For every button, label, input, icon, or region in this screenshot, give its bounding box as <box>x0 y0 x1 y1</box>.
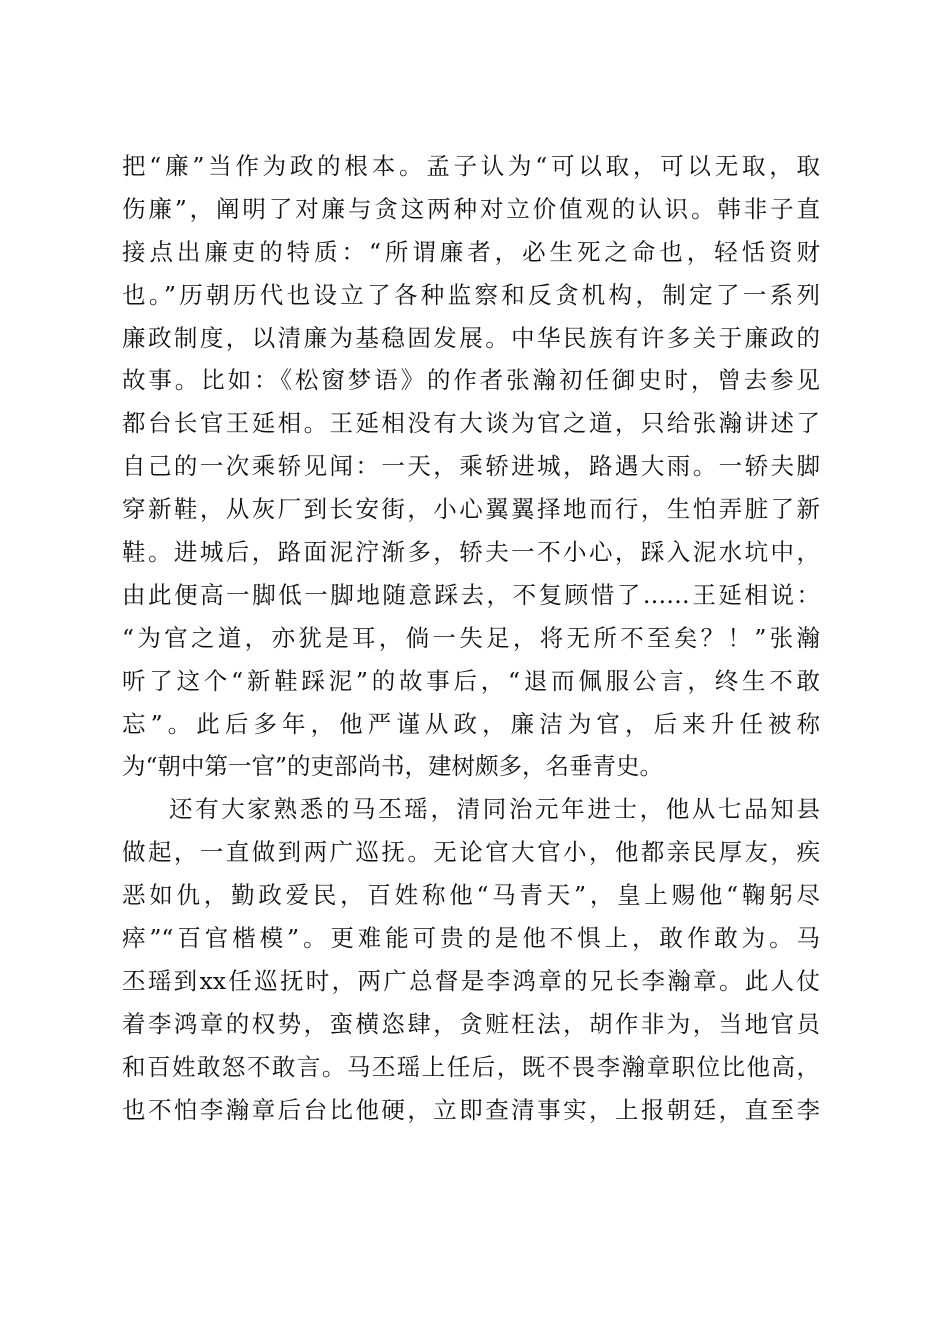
text-line: 丕瑶到xx任巡抚时，两广总督是李鸿章的兄长李瀚章。此人仗 <box>122 966 820 995</box>
text-line: 都台长官王延相。王延相没有大谈为官之道，只给张瀚讲述了 <box>122 409 820 438</box>
text-line: 伤廉”，阐明了对廉与贪这两种对立价值观的认识。韩非子直 <box>122 194 820 223</box>
text-line: 廉政制度，以清廉为基稳固发展。中华民族有许多关于廉政的 <box>122 323 820 352</box>
text-line: 瘁”“百官楷模”。更难能可贵的是他不惧上，敢作敢为。马 <box>122 924 820 953</box>
text-line: 故事。比如：《松窗梦语》的作者张瀚初任御史时，曾去参见 <box>122 366 820 395</box>
text-line: 穿新鞋，从灰厂到长安街，小心翼翼择地而行，生怕弄脏了新 <box>122 495 820 524</box>
text-line: “为官之道，亦犹是耳，倘一失足，将无所不至矣？！”张瀚 <box>122 623 820 652</box>
text-line: 和百姓敢怒不敢言。马丕瑶上任后，既不畏李瀚章职位比他高， <box>122 1052 820 1081</box>
text-line: 还有大家熟悉的马丕瑶，清同治元年进士，他从七品知县 <box>169 795 820 824</box>
text-line: 为“朝中第一官”的吏部尚书，建树颇多，名垂青史。 <box>122 752 664 781</box>
text-line: 做起，一直做到两广巡抚。无论官大官小，他都亲民厚友，疾 <box>122 838 820 867</box>
paragraph <box>122 145 820 788</box>
text-line: 自己的一次乘轿见闻：一天，乘轿进城，路遇大雨。一轿夫脚 <box>122 452 820 481</box>
text-line: 恶如仇，勤政爱民，百姓称他“马青天”，皇上赐他“鞠躬尽 <box>122 881 820 910</box>
text-line: 也。”历朝历代也设立了各种监察和反贪机构，制定了一系列 <box>122 280 820 309</box>
text-line: 鞋。进城后，路面泥泞渐多，轿夫一不小心，踩入泥水坑中， <box>122 538 820 567</box>
paragraph <box>122 788 820 1131</box>
text-line: 忘”。此后多年，他严谨从政，廉洁为官，后来升任被称 <box>122 709 820 738</box>
text-line: 听了这个“新鞋踩泥”的故事后，“退而佩服公言，终生不敢 <box>122 666 820 695</box>
text-line: 着李鸿章的权势，蛮横恣肆，贪赃枉法，胡作非为，当地官员 <box>122 1009 820 1038</box>
document-page <box>122 145 820 1131</box>
text-line: 接点出廉吏的特质：“所谓廉者，必生死之命也，轻恬资财 <box>122 237 820 266</box>
text-line: 把“廉”当作为政的根本。孟子认为“可以取，可以无取，取 <box>122 152 820 180</box>
text-line: 也不怕李瀚章后台比他硬，立即查清事实，上报朝廷，直至李 <box>122 1095 820 1124</box>
text-line: 由此便高一脚低一脚地随意踩去，不复顾惜了……王延相说： <box>122 580 820 609</box>
